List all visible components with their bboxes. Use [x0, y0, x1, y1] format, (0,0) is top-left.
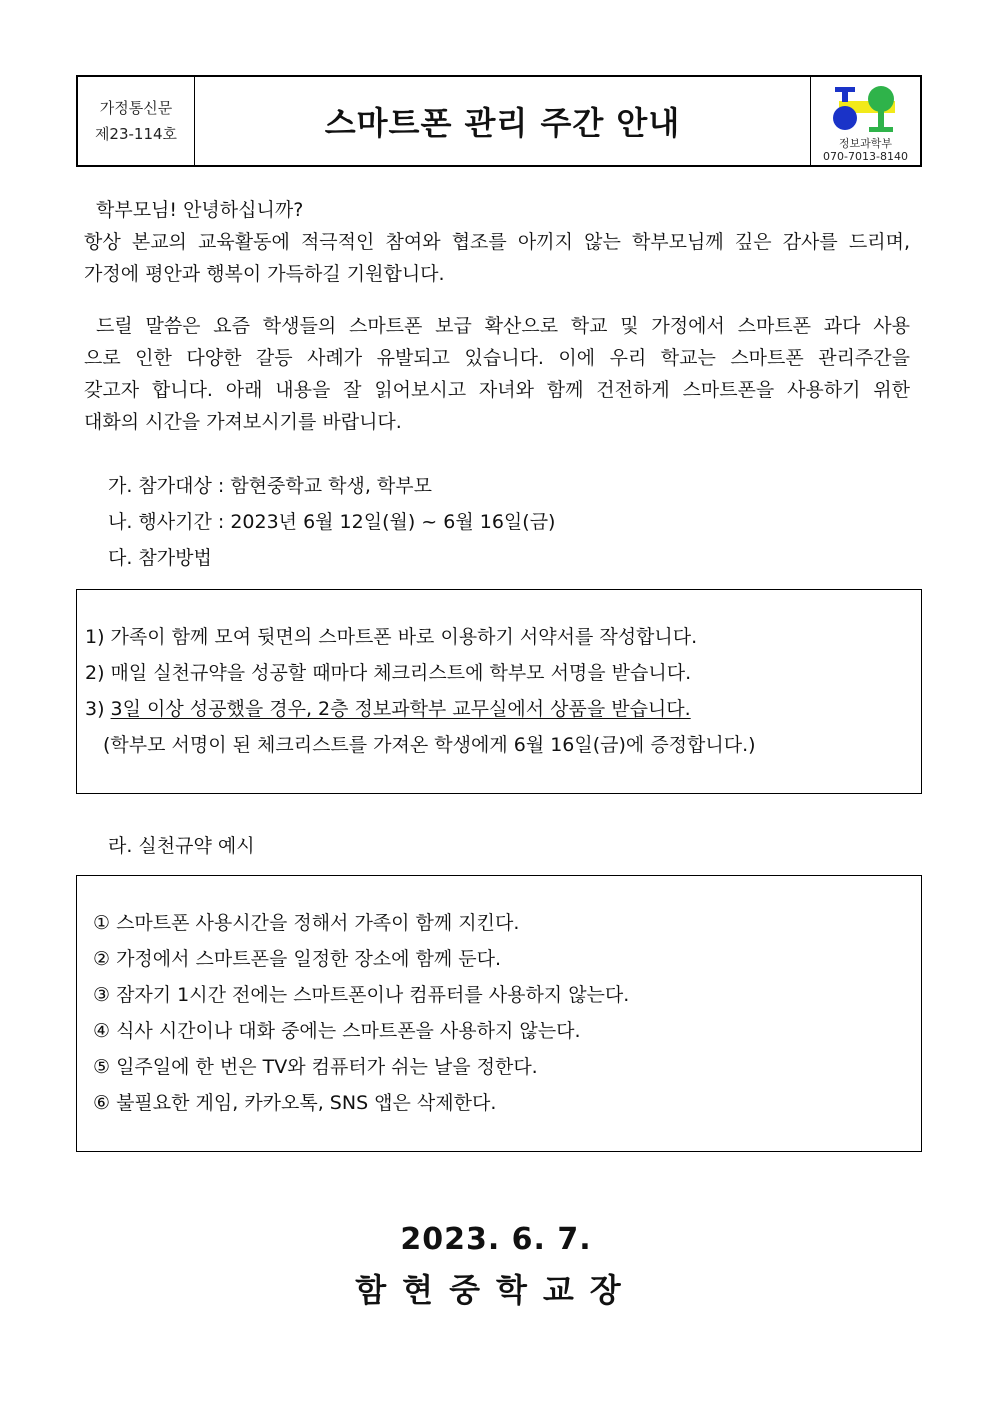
principal-signature: 함현중학교장 — [355, 1271, 637, 1309]
method-step — [85, 691, 756, 727]
greeting-paragraph — [84, 194, 910, 290]
letter-category: 가정통신문 — [99, 99, 173, 117]
school-logo-icon — [831, 85, 901, 137]
rule-item: ① 스마트폰 사용시간을 정해서 가족이 함께 지킨다. — [93, 912, 520, 934]
greeting-line: 가정에 평안과 행복이 가득하길 기원합니다. — [84, 263, 445, 285]
rule-item: ⑥ 불필요한 게임, 카카오톡, SNS 앱은 삭제한다. — [93, 1092, 497, 1114]
method-step: 1) 가족이 함께 모여 뒷면의 스마트폰 바로 이용하기 서약서를 작성합니다. — [85, 626, 698, 648]
dept-logo-cell — [810, 77, 920, 165]
method-step-note: (학부모 서명이 된 체크리스트를 가져온 학생에게 6월 16일(금)에 증정합니다.) — [103, 734, 756, 756]
method-step-number: 3) — [85, 698, 111, 720]
method-step-underlined: 3일 이상 성공했을 경우, 2층 정보과학부 교무실에서 상품을 받습니다. — [110, 698, 691, 720]
rules-box — [76, 875, 922, 1152]
event-period: 나. 행사기간 : 2023년 6월 12일(월) ~ 6월 16일(금) — [108, 511, 556, 533]
event-method-heading: 다. 참가방법 — [108, 547, 212, 569]
method-box — [76, 589, 922, 794]
body-line: 드릴 말씀은 요즘 학생들의 스마트폰 보급 확산으로 학교 및 가정에서 스마트폰 과다 사용 — [96, 315, 910, 337]
rule-item: ③ 잠자기 1시간 전에는 스마트폰이나 컴퓨터를 사용하지 않는다. — [93, 984, 630, 1006]
greeting-line: 항상 본교의 교육활동에 적극적인 참여와 협조를 아끼지 않는 학부모님께 깊은 감사를 드리며, — [84, 231, 910, 253]
greeting-line: 학부모님! 안녕하십니까? — [96, 199, 304, 221]
body-line: 대화의 시간을 가져보시기를 바랍니다. — [84, 411, 402, 433]
letter-number: 제23-114호 — [94, 125, 178, 143]
issue-date: 2023. 6. 7. — [400, 1222, 592, 1257]
method-step: 2) 매일 실천규약을 성공할 때마다 체크리스트에 학부모 서명을 받습니다. — [85, 662, 692, 684]
body-paragraph — [84, 310, 910, 438]
dept-name: 정보과학부 — [838, 137, 893, 150]
rules-heading: 라. 실천규약 예시 — [108, 835, 255, 857]
event-target: 가. 참가대상 : 함현중학교 학생, 학부모 — [108, 475, 432, 497]
rule-item: ④ 식사 시간이나 대화 중에는 스마트폰을 사용하지 않는다. — [93, 1020, 581, 1042]
page-title: 스마트폰 관리 주간 안내 — [324, 104, 681, 142]
rule-item: ② 가정에서 스마트폰을 일정한 장소에 함께 둔다. — [93, 948, 502, 970]
event-info-list — [108, 468, 555, 576]
dept-phone: 070-7013-8140 — [823, 150, 908, 163]
body-line: 갖고자 합니다. 아래 내용을 잘 읽어보시고 자녀와 함께 건전하게 스마트폰을 사용하기 위한 — [84, 379, 910, 401]
body-line: 으로 인한 다양한 갈등 사례가 유발되고 있습니다. 이에 우리 학교는 스마트폰 관리주간을 — [84, 347, 910, 369]
letter-id-cell — [78, 77, 195, 165]
letter-header — [76, 75, 922, 167]
rule-item: ⑤ 일주일에 한 번은 TV와 컴퓨터가 쉬는 날을 정한다. — [93, 1056, 538, 1078]
